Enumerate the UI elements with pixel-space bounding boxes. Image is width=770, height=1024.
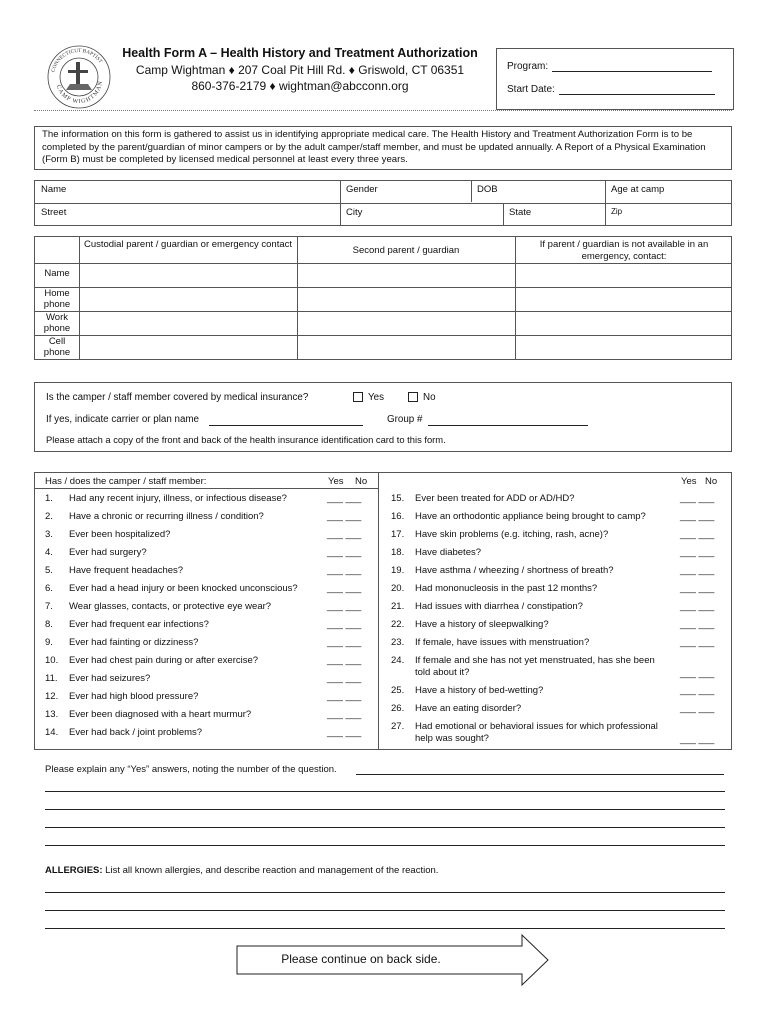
yes-no-blanks[interactable]: ___ ___: [680, 493, 715, 504]
yes-no-blanks[interactable]: ___ ___: [680, 529, 715, 540]
dob-label: DOB: [477, 184, 498, 195]
row-label-name: Name: [44, 268, 70, 279]
explain-line-3[interactable]: [45, 827, 725, 828]
question-number: 1.: [45, 493, 53, 504]
program-field[interactable]: [552, 61, 712, 72]
insurance-question: Is the camper / staff member covered by medical insurance?: [46, 392, 309, 403]
question-number: 22.: [391, 619, 405, 630]
no-checkbox[interactable]: [408, 392, 418, 402]
insurance-box: [34, 382, 732, 452]
question-number: 18.: [391, 547, 405, 558]
contact-col-custodial: Custodial parent / guardian or emergency contact: [83, 239, 293, 250]
personal-info-table: [34, 180, 732, 226]
question-text: If female and she has not yet menstruated, has she been told about it?: [415, 655, 655, 678]
yes-no-blanks[interactable]: ___ ___: [680, 685, 715, 696]
question-text: Have a history of bed-wetting?: [415, 685, 544, 696]
right-no-header: No: [705, 476, 718, 487]
question-number: 23.: [391, 637, 405, 648]
yes-no-blanks[interactable]: ___ ___: [327, 619, 362, 630]
svg-text:CAMP WIGHTMAN: CAMP WIGHTMAN: [54, 80, 105, 106]
question-text: Have an eating disorder?: [415, 703, 522, 714]
yes-no-blanks[interactable]: ___ ___: [680, 703, 715, 714]
question-text: Ever had frequent ear infections?: [69, 619, 209, 630]
question-number: 9.: [45, 637, 53, 648]
question-number: 27.: [391, 721, 405, 732]
question-number: 19.: [391, 565, 405, 576]
street-label: Street: [41, 207, 67, 218]
question-number: 21.: [391, 601, 405, 612]
yes-no-blanks[interactable]: ___ ___: [680, 547, 715, 558]
allergies-line-3[interactable]: [45, 928, 725, 929]
divider: [34, 110, 732, 111]
yes-no-blanks[interactable]: ___ ___: [327, 493, 362, 504]
yes-no-blanks[interactable]: ___ ___: [327, 511, 362, 522]
question-number: 14.: [45, 727, 59, 738]
question-text: Had any recent injury, illness, or infectious disease?: [69, 493, 287, 504]
yes-no-blanks[interactable]: ___ ___: [327, 727, 362, 738]
right-yes-header: Yes: [681, 476, 697, 487]
continue-text: Please continue on back side.: [281, 952, 441, 966]
question-number: 10.: [45, 655, 59, 666]
question-text: Ever had a head injury or been knocked unconscious?: [69, 583, 298, 594]
insurance-attach-note: Please attach a copy of the front and back of the health insurance identification card to this form.: [46, 434, 446, 445]
question-number: 7.: [45, 601, 53, 612]
question-number: 16.: [391, 511, 405, 522]
allergies-label: ALLERGIES: List all known allergies, and describe reaction and management of the reaction.: [45, 865, 439, 876]
form-title: Health Form A – Health History and Treatment Authorization: [122, 46, 478, 60]
group-label: Group #: [387, 414, 423, 425]
start-date-label: Start Date:: [507, 84, 555, 95]
row-label-work-phone: Work phone: [43, 312, 71, 334]
question-number: 25.: [391, 685, 405, 696]
yes-checkbox[interactable]: [353, 392, 363, 402]
insurance-no-option[interactable]: No: [408, 392, 436, 403]
intro-text: The information on this form is gathered to assist us in identifying appropriate medical care. The Health History and Treatment Authorization Form is to be completed by the parent/guardian of minor campers or by the adult camper/staff member, and must be updated annually. A Report of a Physical Examination (Form B) must be completed by licensed medical personnel at least every three years.: [34, 126, 732, 170]
explain-line-2[interactable]: [45, 809, 725, 810]
yes-no-blanks[interactable]: ___ ___: [327, 655, 362, 666]
question-text: Have a history of sleepwalking?: [415, 619, 549, 630]
left-no-header: No: [355, 476, 368, 487]
question-text: Ever had high blood pressure?: [69, 691, 199, 702]
contact-col-emergency: If parent / guardian is not available in an emergency, contact:: [539, 239, 709, 262]
yes-no-blanks[interactable]: ___ ___: [327, 673, 362, 684]
question-number: 5.: [45, 565, 53, 576]
yes-no-blanks[interactable]: ___ ___: [327, 691, 362, 702]
question-number: 17.: [391, 529, 405, 540]
insurance-yes-option[interactable]: Yes: [353, 392, 384, 403]
question-number: 13.: [45, 709, 59, 720]
question-text: Ever been hospitalized?: [69, 529, 171, 540]
yes-no-blanks[interactable]: ___ ___: [327, 709, 362, 720]
yes-no-blanks[interactable]: ___ ___: [327, 583, 362, 594]
question-text: Have skin problems (e.g. itching, rash, acne)?: [415, 529, 609, 540]
question-text: Ever been diagnosed with a heart murmur?: [69, 709, 252, 720]
yes-no-blanks[interactable]: ___ ___: [680, 637, 715, 648]
age-label: Age at camp: [611, 184, 665, 195]
explain-label: Please explain any “Yes” answers, noting the number of the question.: [45, 764, 337, 775]
contact-col-second: Second parent / guardian: [352, 245, 460, 256]
question-number: 3.: [45, 529, 53, 540]
contacts-table: [34, 236, 732, 360]
yes-no-blanks[interactable]: ___ ___: [680, 619, 715, 630]
group-field[interactable]: [428, 425, 588, 426]
question-number: 2.: [45, 511, 53, 522]
carrier-label: If yes, indicate carrier or plan name: [46, 414, 200, 425]
name-label: Name: [41, 184, 67, 195]
question-text: Ever had fainting or dizziness?: [69, 637, 199, 648]
yes-no-blanks[interactable]: ___ ___: [327, 601, 362, 612]
state-label: State: [509, 207, 532, 218]
question-number: 24.: [391, 655, 405, 666]
question-text: Ever had surgery?: [69, 547, 147, 558]
yes-no-blanks[interactable]: ___ ___: [680, 583, 715, 594]
health-history-box: [34, 472, 732, 750]
question-number: 4.: [45, 547, 53, 558]
program-label: Program:: [507, 61, 549, 72]
program-box: [496, 48, 734, 110]
question-number: 26.: [391, 703, 405, 714]
yes-no-blanks[interactable]: ___ ___: [680, 734, 715, 745]
svg-text:CONNECTICUT BAPTIST: CONNECTICUT BAPTIST: [50, 47, 104, 73]
yes-no-blanks[interactable]: ___ ___: [327, 637, 362, 648]
question-text: Ever had back / joint problems?: [69, 727, 203, 738]
yes-no-blanks[interactable]: ___ ___: [680, 565, 715, 576]
question-number: 20.: [391, 583, 405, 594]
question-number: 6.: [45, 583, 53, 594]
question-text: Ever had seizures?: [69, 673, 151, 684]
allergies-line-2[interactable]: [45, 910, 725, 911]
start-date-field[interactable]: [559, 84, 715, 95]
question-number: 8.: [45, 619, 53, 630]
yes-no-blanks[interactable]: ___ ___: [680, 511, 715, 522]
camp-contact: 860-376-2179 ♦ wightman@abcconn.org: [191, 79, 409, 93]
history-header: Has / does the camper / staff member:: [45, 476, 207, 487]
yes-no-blanks[interactable]: ___ ___: [680, 601, 715, 612]
question-text: Ever had chest pain during or after exercise?: [69, 655, 259, 666]
row-label-cell-phone: Cell phone: [43, 336, 71, 358]
left-yes-header: Yes: [328, 476, 344, 487]
explain-line-0[interactable]: [356, 774, 724, 775]
question-text: Have asthma / wheezing / shortness of breath?: [415, 565, 614, 576]
yes-no-blanks[interactable]: ___ ___: [327, 529, 362, 540]
city-label: City: [346, 207, 363, 218]
question-text: Have frequent headaches?: [69, 565, 184, 576]
question-number: 11.: [45, 673, 58, 684]
question-text: Ever been treated for ADD or AD/HD?: [415, 493, 575, 504]
explain-line-1[interactable]: [45, 791, 725, 792]
yes-no-blanks[interactable]: ___ ___: [680, 668, 715, 679]
question-text: Have diabetes?: [415, 547, 482, 558]
zip-label: Zip: [611, 207, 623, 216]
row-label-home-phone: Home phone: [43, 288, 71, 310]
question-text: Have an orthodontic appliance being brought to camp?: [415, 511, 646, 522]
question-text: Had emotional or behavioral issues for which professional help was sought?: [415, 721, 658, 744]
yes-no-blanks[interactable]: ___ ___: [327, 547, 362, 558]
camp-address: Camp Wightman ♦ 207 Coal Pit Hill Rd. ♦ Griswold, CT 06351: [135, 63, 465, 77]
gender-label: Gender: [346, 184, 378, 195]
explain-line-4[interactable]: [45, 845, 725, 846]
question-text: Had issues with diarrhea / constipation?: [415, 601, 583, 612]
allergies-line-1[interactable]: [45, 892, 725, 893]
yes-no-blanks[interactable]: ___ ___: [327, 565, 362, 576]
carrier-field[interactable]: [209, 425, 363, 426]
question-number: 15.: [391, 493, 405, 504]
question-text: Have a chronic or recurring illness / condition?: [69, 511, 264, 522]
question-text: Had mononucleosis in the past 12 months?: [415, 583, 598, 594]
question-text: If female, have issues with menstruation?: [415, 637, 590, 648]
question-number: 12.: [45, 691, 59, 702]
question-text: Wear glasses, contacts, or protective eye wear?: [69, 601, 272, 612]
